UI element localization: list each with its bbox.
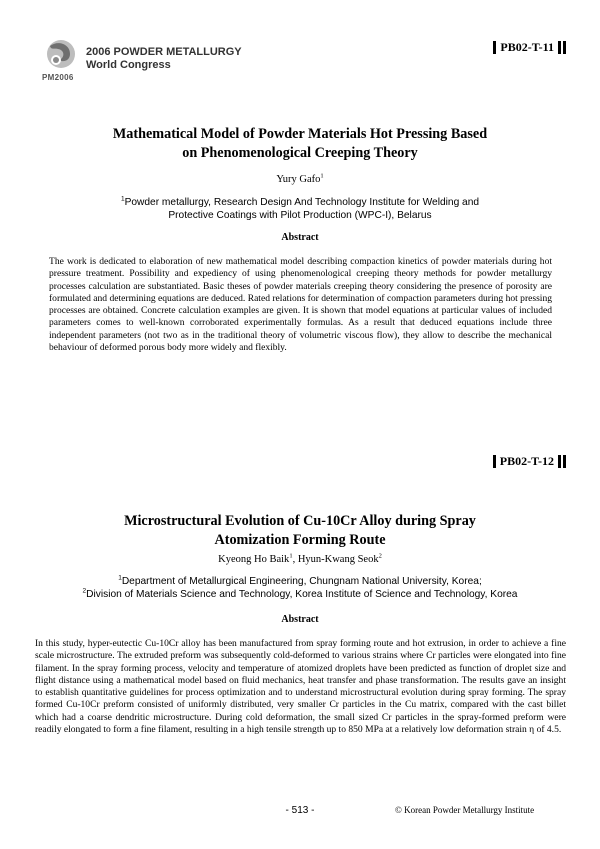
- code-bar-icon: [558, 41, 561, 54]
- paper2-affil1-sup: 1: [118, 574, 122, 582]
- code-bar-icon: [563, 41, 566, 54]
- paper2-code-badge: [493, 454, 566, 469]
- paper1-title: [60, 125, 540, 163]
- paper1-author-sup: 1: [320, 172, 324, 180]
- copyright-notice: © Korean Powder Metallurgy Institute: [395, 805, 535, 815]
- paper2-affil1: Department of Metallurgical Engineering, Chungnam National University, Korea;: [121, 576, 482, 587]
- paper1-abstract-heading: Abstract: [281, 232, 319, 243]
- paper2-author2-sup: 2: [378, 552, 382, 560]
- conference-name: 2006 POWDER METALLURGY: [86, 46, 242, 58]
- code-bar-icon: [558, 455, 561, 468]
- paper2-title: [60, 512, 540, 550]
- paper1-title-line1: Mathematical Model of Powder Materials Hot Pressing Based: [112, 126, 488, 142]
- paper1-code: PB02-T-11: [500, 40, 554, 54]
- paper2-author1-sup: 1: [289, 552, 293, 560]
- paper2-authors: [60, 554, 540, 565]
- paper1-abstract: The work is dedicated to elaboration of new mathematical model describing compaction kinetics of powder materials during hot pressure treatment. Possibility and expediency of using phenomenological creeping theory methods for powder metallurgy processes calculation are substantiated. Basic theses of powder materials creeping theory considering the presence of porosity are formulated and determining equations are deduced. Rated relations for determination of compaction parameters during hot pressing processes are obtained. Concrete calculation examples are given. It is shown that model equations at particular values of included parameters comes to well-known corroborated experimentally formulas. As a result that deduced equations include three independent parameters (not two as in the traditional theory of volumetric viscous flow), they allow to describe the mechanical behaviour of deformed porous body more widely and flexibly.: [49, 256, 552, 354]
- paper2-author1: Kyeong Ho Baik: [218, 554, 290, 565]
- pm-swirl-logo-icon: [44, 38, 76, 72]
- paper2-code: PB02-T-12: [499, 454, 554, 468]
- paper2-title-line1: Microstructural Evolution of Cu-10Cr Alloy during Spray: [124, 513, 476, 529]
- logo-year-text: PM2006: [42, 73, 74, 82]
- paper1-title-line2: on Phenomenological Creeping Theory: [182, 145, 418, 161]
- paper1-affiliation: [20, 196, 580, 222]
- paper1-affil-line1: Powder metallurgy, Research Design And Technology Institute for Welding and: [124, 197, 480, 208]
- paper1-authors: [60, 174, 540, 185]
- paper2-author2: Hyun-Kwang Seok: [297, 554, 379, 565]
- paper1-author: Yury Gafo: [276, 174, 321, 185]
- paper2-author-separator: ,: [292, 554, 298, 565]
- paper2-affil2-sup: 2: [82, 587, 87, 595]
- conference-subtitle: World Congress: [86, 59, 171, 71]
- paper2-title-line2: Atomization Forming Route: [214, 532, 386, 548]
- paper2-abstract-heading: Abstract: [281, 614, 319, 625]
- paper1-affil-line2: Protective Coatings with Pilot Production (WPC-I), Belarus: [168, 210, 432, 221]
- paper2-abstract: In this study, hyper-eutectic Cu-10Cr alloy has been manufactured from spray forming route and hot extrusion, in order to achieve a fine scale microstructure. The extruded preform was subsequently cold-deformed to various strains where Cr particles were elongated into fine filament. In the spray forming process, velocity and temperature of atomized droplets have been predicted as function of droplet size and flight distance using a mathematical model based on fluid mechanics, heat transfer and phase transformation. The results gave an insight to establish quantitative guidelines for process optimization and to understand microstructural evolution during spray forming. The spray formed Cu-10Cr preform consisted of uniformly distributed, very smaller Cr particles in the Cu matrix, compared with the cast billet which had a coarse dendritic microstructure. During cold deformation, the small sized Cr particles in the spray-formed preform were readily elongated to form a fine filament, resulting in a high tensile strength up to 850 MPa at a relatively low deformation strain η of 4.5.: [35, 638, 566, 736]
- page-number: - 513 -: [285, 805, 315, 816]
- paper2-affil2: Division of Materials Science and Technology, Korea Institute of Science and Technology, Korea: [86, 589, 518, 600]
- paper2-affiliations: [20, 575, 580, 601]
- paper1-affil-sup: 1: [120, 195, 125, 203]
- code-bar-icon: [563, 455, 566, 468]
- paper1-code-badge: [493, 40, 566, 55]
